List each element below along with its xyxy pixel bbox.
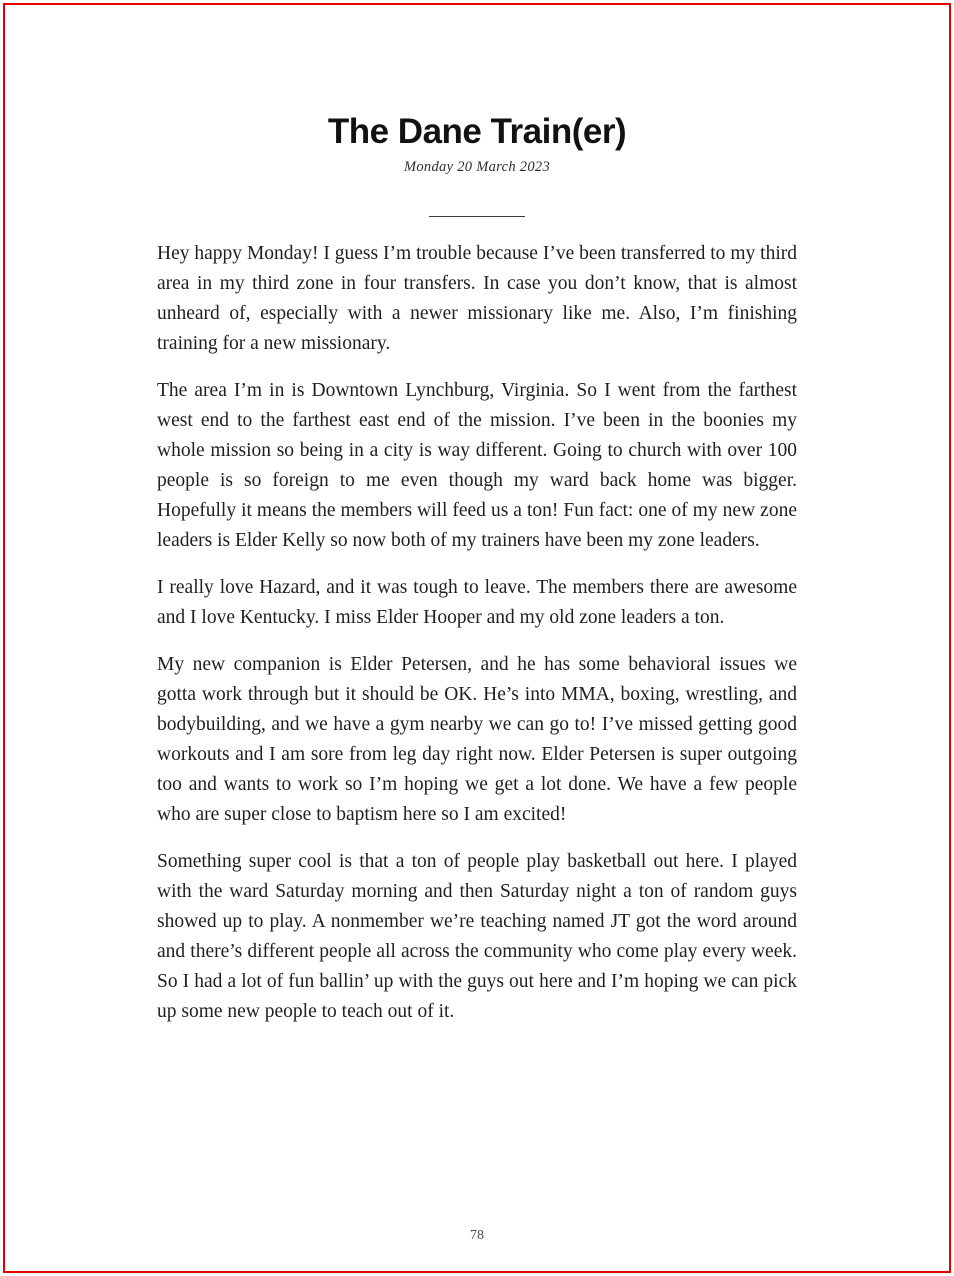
body-paragraphs (157, 239, 797, 1027)
paragraph: The area I’m in is Downtown Lynchburg, Virginia. So I went from the farthest west end to the farthest east end of the mission. I’ve been in the boonies my whole mission so being in a city is way different. Going to church with over 100 people is so foreign to me even though my ward back home was bigger. Hopefully it means the members will feed us a ton! Fun fact: one of my new zone leaders is Elder Kelly so now both of my trainers have been my zone leaders. (157, 380, 797, 551)
page-number: 78 (470, 1228, 484, 1243)
section-divider (429, 216, 525, 217)
paragraph: My new companion is Elder Petersen, and he has some behavioral issues we gotta work through but it should be OK. He’s into MMA, boxing, wrestling, and bodybuilding, and we have a gym nearby we can go to! I’ve missed getting good workouts and I am sore from leg day right now. Elder Petersen is super outgoing too and wants to work so I’m hoping we get a lot done. We have a few people who are super close to baptism here so I am excited! (157, 654, 797, 825)
paragraph: Hey happy Monday! I guess I’m trouble because I’ve been transferred to my third area in my third zone in four transfers. In case you don’t know, that is almost unheard of, especially with a newer missionary like me. Also, I’m finishing training for a new missionary. (157, 243, 797, 354)
document-content (157, 0, 797, 1027)
paragraph: I really love Hazard, and it was tough to leave. The members there are awesome and I love Kentucky. I miss Elder Hooper and my old zone leaders a ton. (157, 577, 797, 628)
document-header (157, 112, 797, 176)
paragraph: Something super cool is that a ton of people play basketball out here. I played with the ward Saturday morning and then Saturday night a ton of random guys showed up to play. A nonmember we’re teaching named JT got the word around and there’s different people all across the community who come play every week. So I had a lot of fun ballin’ up with the guys out here and I’m hoping we can pick up some new people to teach out of it. (157, 851, 797, 1022)
page-footer (0, 1228, 954, 1244)
page-title: The Dane Train(er) (327, 112, 627, 151)
date-line: Monday 20 March 2023 (403, 159, 550, 175)
